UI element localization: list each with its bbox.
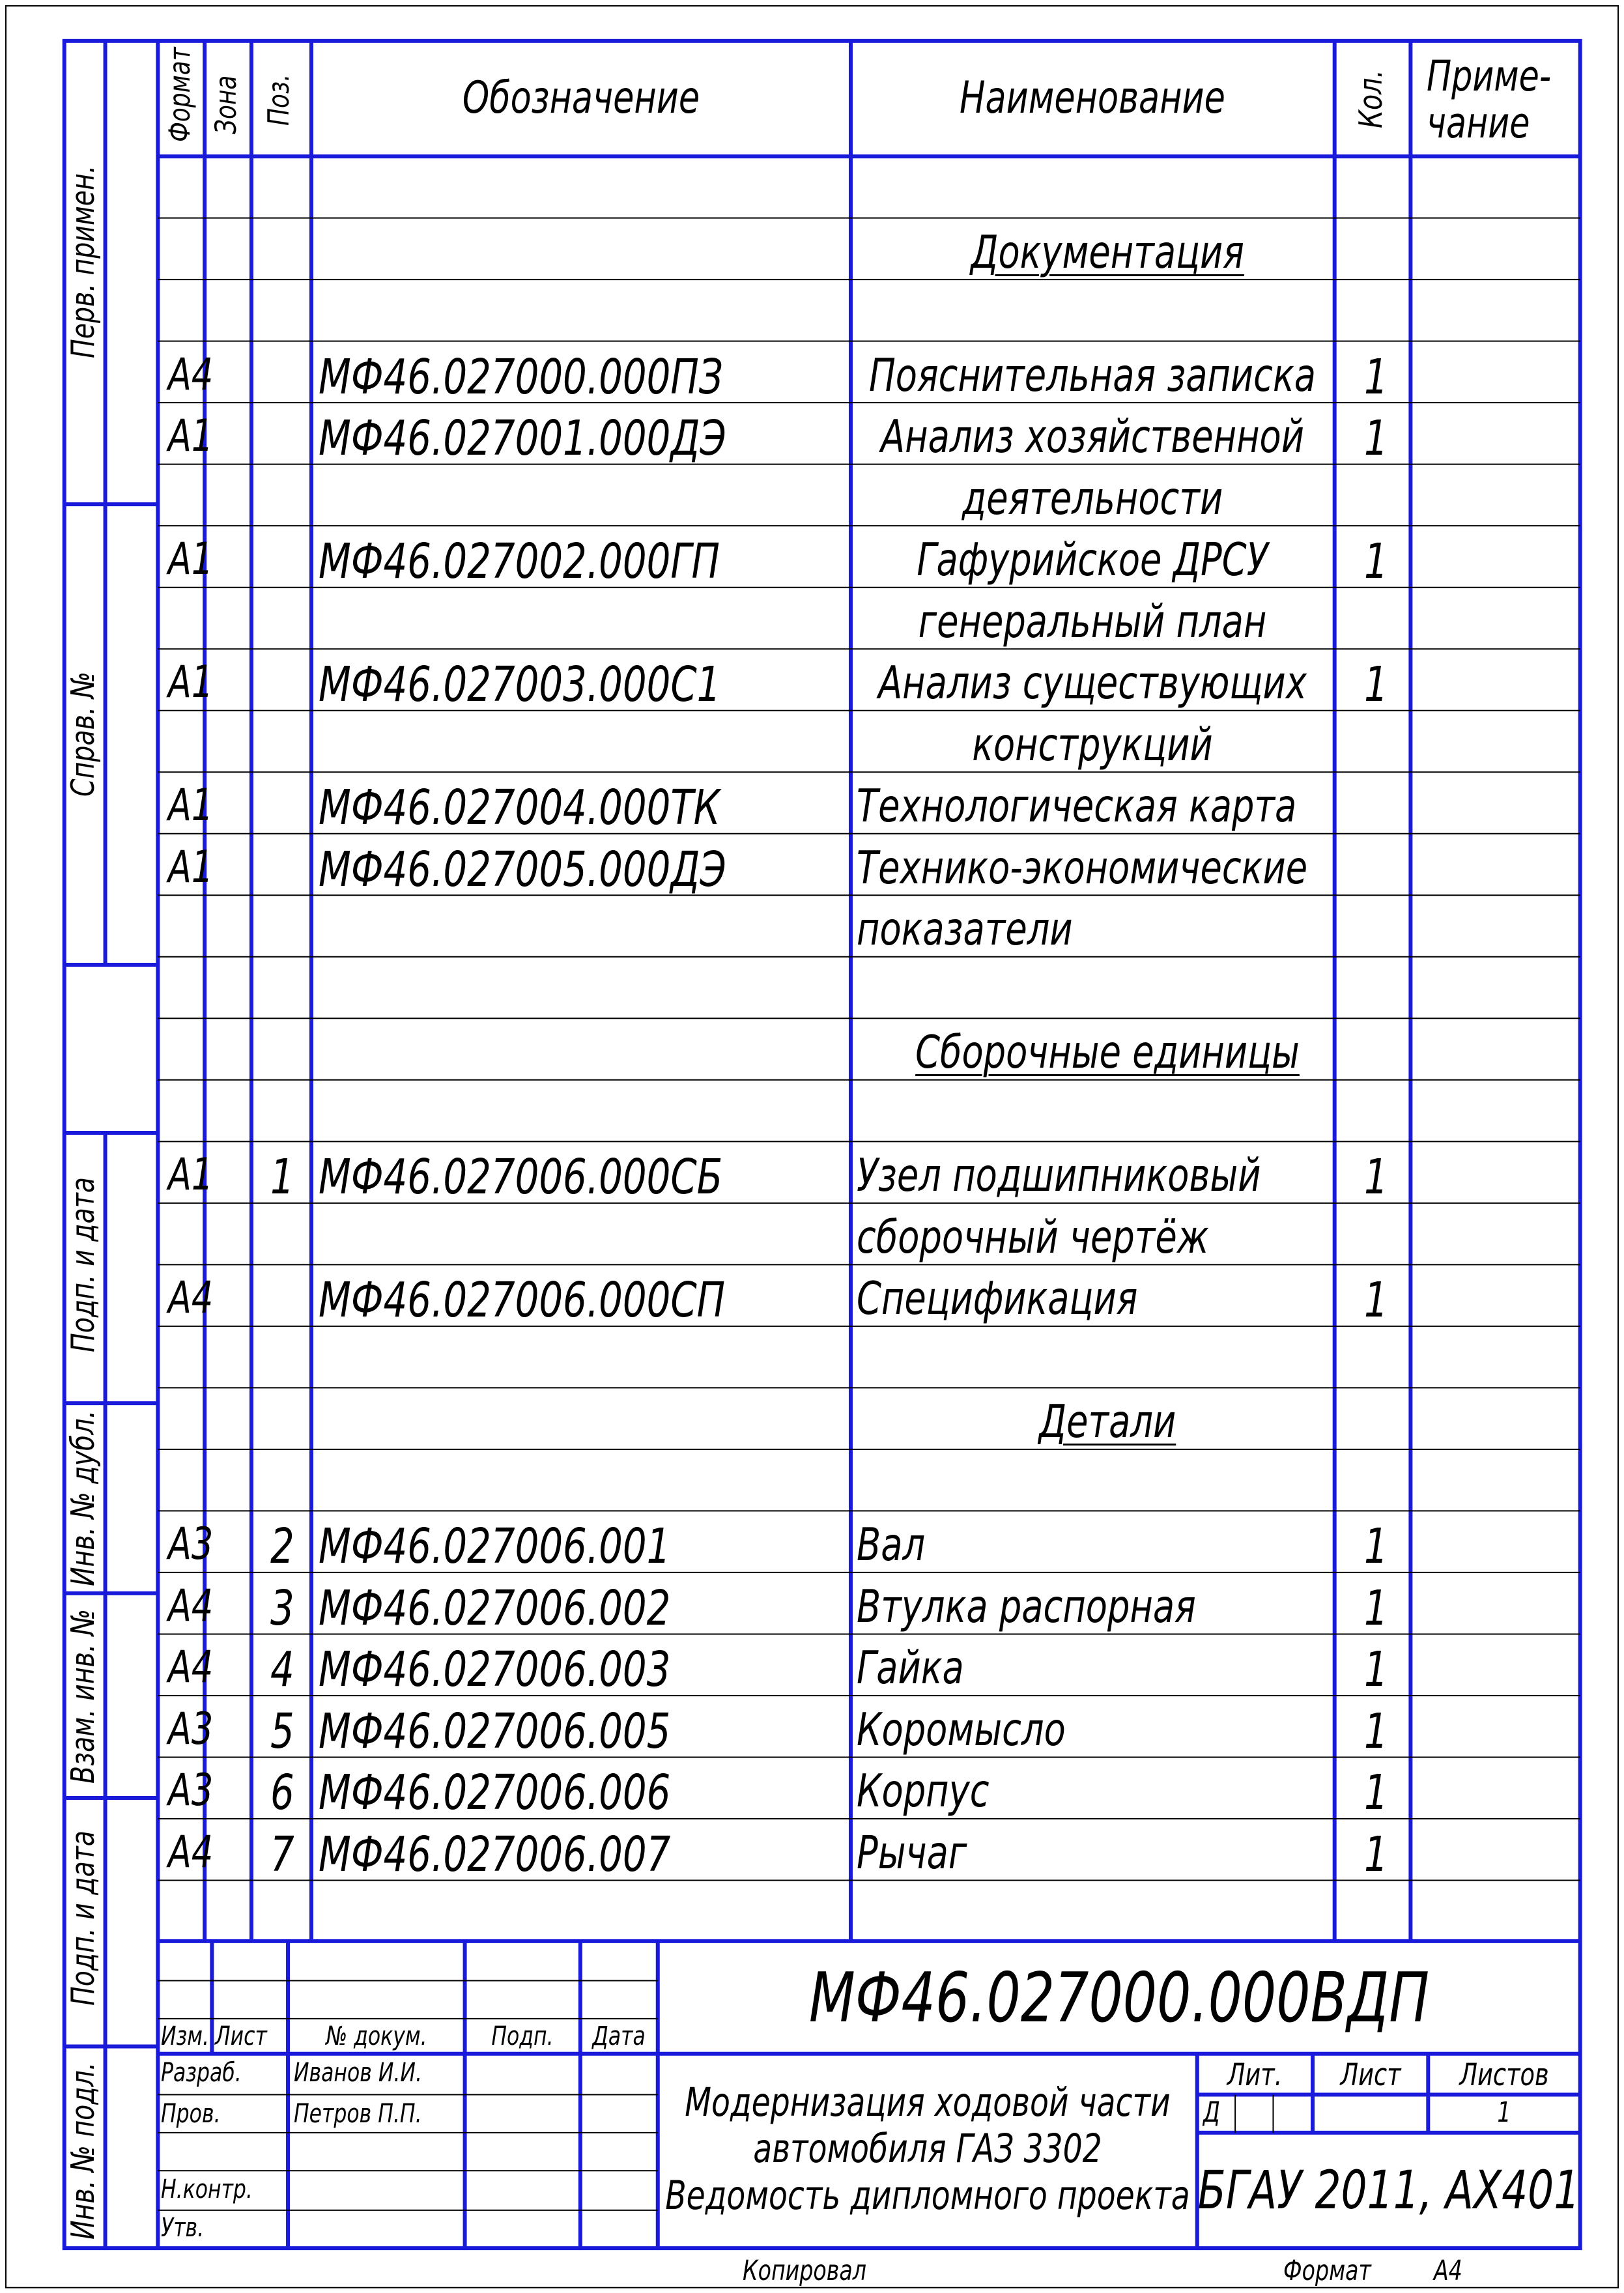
- row-pos: 3: [270, 1580, 294, 1636]
- row-format: А1: [168, 841, 214, 892]
- row-format: А4: [168, 1826, 214, 1877]
- tb-razrab: Разраб.: [160, 2057, 242, 2088]
- tb-razrab-name: Иванов И.И.: [294, 2057, 423, 2088]
- row-name: Технико-экономические: [856, 841, 1308, 894]
- tb-lit: Лит.: [1227, 2057, 1283, 2093]
- row-designation: МФ46.027001.000ДЭ: [319, 410, 726, 467]
- header-format: Формат: [162, 47, 197, 142]
- doc-title: Ведомость дипломного проекта: [665, 2173, 1190, 2219]
- row-name: Коромысло: [856, 1703, 1066, 1756]
- row-pos: 5: [270, 1703, 294, 1759]
- tb-col-doc: № докум.: [326, 2020, 427, 2051]
- tb-prov: Пров.: [160, 2098, 221, 2129]
- row-qty: 1: [1363, 1518, 1388, 1575]
- row-name: Рычаг: [856, 1826, 967, 1879]
- row-name: Пояснительная записка: [869, 349, 1317, 402]
- row-qty: 1: [1363, 1272, 1388, 1329]
- row-format: А4: [168, 349, 214, 400]
- side-inv-orig: Инв. № подл.: [63, 2062, 102, 2240]
- row-name: Гафурийское ДРСУ: [917, 534, 1268, 587]
- tb-sheet: Лист: [1340, 2057, 1401, 2093]
- row-name: сборочный чертёж: [856, 1210, 1209, 1264]
- tb-lit-value: Д: [1203, 2096, 1220, 2129]
- row-qty: 1: [1363, 657, 1388, 713]
- row-name: Корпус: [856, 1765, 990, 1818]
- row-qty: 1: [1363, 1765, 1388, 1821]
- row-format: А1: [168, 410, 214, 462]
- row-format: А1: [168, 657, 214, 708]
- row-qty: 1: [1363, 1642, 1388, 1698]
- row-name: Спецификация: [856, 1272, 1138, 1326]
- tb-col-list: Лист: [214, 2020, 267, 2051]
- doc-code: МФ46.027000.000ВДП: [808, 1957, 1429, 2038]
- row-format: А3: [168, 1518, 214, 1570]
- footer-format-label: Формат: [1283, 2254, 1372, 2287]
- doc-title: автомобиля ГАЗ 3302: [753, 2126, 1102, 2172]
- sheet-border: [6, 6, 1618, 2288]
- row-qty: 1: [1363, 1826, 1388, 1883]
- main-frame: [64, 41, 1580, 2248]
- row-format: А1: [168, 1149, 214, 1201]
- row-format: А1: [168, 780, 214, 831]
- row-name: показатели: [856, 903, 1073, 956]
- section-heading: Документация: [970, 225, 1244, 279]
- row-name: Узел подшипниковый: [856, 1149, 1261, 1203]
- tb-col-izm: Изм.: [160, 2020, 209, 2051]
- row-name: Вал: [856, 1518, 926, 1572]
- tb-sheets: Листов: [1459, 2057, 1549, 2093]
- row-pos: 7: [270, 1826, 294, 1883]
- row-name: Втулка распорная: [856, 1580, 1196, 1633]
- row-designation: МФ46.027003.000С1: [319, 657, 721, 713]
- tb-prov-name: Петров П.П.: [294, 2098, 422, 2129]
- row-name: Технологическая карта: [856, 780, 1297, 833]
- header-designation: Обозначение: [462, 72, 700, 123]
- header-pos: Поз.: [261, 74, 296, 126]
- row-name: конструкций: [972, 718, 1214, 771]
- row-designation: МФ46.027002.000ГП: [319, 534, 720, 590]
- tb-col-sign: Подп.: [491, 2020, 554, 2051]
- row-pos: 1: [270, 1149, 294, 1206]
- row-name: Гайка: [856, 1642, 964, 1695]
- row-designation: МФ46.027006.000СП: [319, 1272, 726, 1329]
- header-name: Наименование: [960, 72, 1226, 123]
- row-name: Анализ существующих: [878, 657, 1307, 710]
- side-first-use: Перв. примен.: [63, 165, 102, 358]
- row-designation: МФ46.027000.000ПЗ: [319, 349, 723, 405]
- row-name: Анализ хозяйственной: [881, 410, 1305, 464]
- side-interch-inv: Взам. инв. №: [63, 1608, 102, 1784]
- row-pos: 4: [270, 1642, 294, 1698]
- header-note: чание: [1427, 99, 1530, 149]
- row-designation: МФ46.027006.006: [319, 1765, 671, 1821]
- section-heading: Сборочные единицы: [915, 1026, 1300, 1079]
- row-format: А1: [168, 534, 214, 585]
- row-designation: МФ46.027005.000ДЭ: [319, 841, 726, 898]
- row-pos: 2: [270, 1518, 294, 1575]
- row-format: А4: [168, 1642, 214, 1693]
- row-pos: 6: [270, 1765, 294, 1821]
- side-ref-no: Справ. №: [63, 671, 102, 797]
- doc-title: Модернизация ходовой части: [685, 2079, 1171, 2126]
- header-qty: Кол.: [1351, 70, 1389, 129]
- row-name: генеральный план: [918, 595, 1267, 648]
- row-qty: 1: [1363, 1149, 1388, 1206]
- row-designation: МФ46.027006.002: [319, 1580, 671, 1636]
- footer-format-value: А4: [1434, 2254, 1463, 2287]
- row-format: А4: [168, 1580, 214, 1631]
- row-designation: МФ46.027006.007: [319, 1826, 671, 1883]
- row-qty: 1: [1363, 534, 1388, 590]
- tb-utv: Утв.: [160, 2212, 204, 2243]
- row-format: А3: [168, 1703, 214, 1754]
- row-designation: МФ46.027006.003: [319, 1642, 671, 1698]
- tb-sheets-value: 1: [1497, 2096, 1511, 2129]
- footer-copied: Копировал: [742, 2254, 866, 2287]
- row-designation: МФ46.027006.000СБ: [319, 1149, 723, 1206]
- row-format: А4: [168, 1272, 214, 1324]
- side-sign-date: Подп. и дата: [63, 1830, 102, 2006]
- side-inv-dup: Инв. № дубл.: [63, 1410, 102, 1586]
- section-heading: Детали: [1038, 1395, 1176, 1449]
- header-zone: Зона: [208, 76, 244, 135]
- org-name: БГАУ 2011, АХ401: [1197, 2160, 1580, 2222]
- header-note: Приме-: [1427, 52, 1552, 102]
- row-qty: 1: [1363, 349, 1388, 405]
- row-designation: МФ46.027004.000ТК: [319, 780, 720, 836]
- row-designation: МФ46.027006.001: [319, 1518, 671, 1575]
- row-designation: МФ46.027006.005: [319, 1703, 671, 1759]
- row-qty: 1: [1363, 1580, 1388, 1636]
- row-name: деятельности: [962, 472, 1223, 525]
- tb-col-date: Дата: [592, 2020, 646, 2051]
- side-sign-date: Подп. и дата: [63, 1176, 102, 1352]
- row-format: А3: [168, 1765, 214, 1816]
- row-qty: 1: [1363, 1703, 1388, 1759]
- tb-nkontr: Н.контр.: [160, 2174, 253, 2205]
- row-qty: 1: [1363, 410, 1388, 467]
